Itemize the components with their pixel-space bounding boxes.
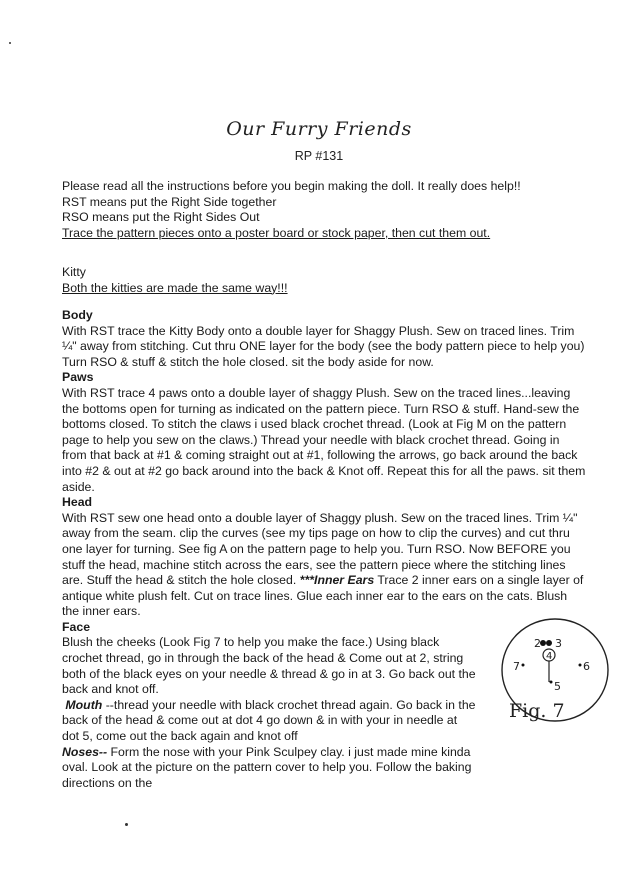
num-7: 7 xyxy=(513,660,520,673)
mouth-label: Mouth xyxy=(65,697,103,712)
face-line: back and knot off. xyxy=(62,682,159,697)
head-line: stuff the head, machine stitch across the ears, see the pattern piece where the stitching lines xyxy=(62,557,566,572)
dot-6 xyxy=(579,664,582,667)
scan-speck xyxy=(9,42,11,44)
scan-speck xyxy=(125,823,128,826)
inner-ears-text: Trace 2 inner ears on a single layer of xyxy=(374,573,584,588)
num-5: 5 xyxy=(554,680,561,693)
mouth-line xyxy=(62,698,487,714)
body-line: Turn RSO & stuff & stitch the hole closed. sit the body aside for now. xyxy=(62,354,434,369)
intro-line: RST means put the Right Side together xyxy=(62,194,277,209)
head-line: With RST sew one head onto a double layer of Shaggy plush. Sew on the traced lines. Trim ¼" xyxy=(62,510,578,525)
section-heading: Body xyxy=(62,308,93,322)
dot-5 xyxy=(550,681,553,684)
head-line-inner-ears xyxy=(62,573,602,589)
document-title: Our Furry Friends xyxy=(226,118,412,140)
face-text xyxy=(62,635,487,791)
head-line: the inner ears. xyxy=(62,604,141,619)
num-3: 3 xyxy=(555,637,562,650)
noses-label: Noses-- xyxy=(62,744,108,759)
head-line-text: are. Stuff the head & stitch the hole closed. xyxy=(62,573,300,588)
section-heading: Paws xyxy=(62,370,94,385)
paws-line: With RST trace 4 paws onto a double layer of shaggy Plush. Sew on the traced lines...leaving xyxy=(62,385,571,400)
noses-line: oval. Look at the picture on the pattern cover to help you. Follow the baking xyxy=(62,760,472,775)
paws-line: page to help you sew on the claws.) Thread your needle with black crochet thread. Going in xyxy=(62,432,560,447)
intro-section xyxy=(62,179,602,241)
inner-ears-label: ***Inner Ears xyxy=(299,573,375,588)
eye-dot xyxy=(546,640,552,646)
body-line: ¼" away from stitching. Cut thru ONE layer for the body (see the body pattern piece to help you) xyxy=(62,339,585,354)
paws-line: from that back at #1 & coming straight out at #1, following the arrows, go back around the back xyxy=(62,448,578,463)
document-subtitle: RP #131 xyxy=(294,149,344,163)
num-4: 4 xyxy=(546,651,553,662)
kitty-heading: Kitty xyxy=(62,265,86,279)
head-line: one layer for turning. See fig A on the pattern page to help you. Turn RSO. Now BEFORE you xyxy=(62,541,571,556)
kitty-note: Both the kitties are made the same way!!! xyxy=(62,280,288,295)
fig7-label: Fig. 7 xyxy=(509,700,565,722)
kitty-section xyxy=(62,265,602,296)
noses-line xyxy=(62,745,487,761)
intro-line: Trace the pattern pieces onto a poster board or stock paper, then cut them out. xyxy=(62,225,491,240)
intro-line: Please read all the instructions before you begin making the doll. It really does help!! xyxy=(62,179,521,193)
mouth-line: dot 5, come out the back again and knot off xyxy=(62,729,298,744)
section-heading: Head xyxy=(62,495,93,510)
body-line: With RST trace the Kitty Body onto a double layer for Shaggy Plush. Sew on traced lines. Trim xyxy=(62,323,575,338)
face-line: both of the black eyes on your needle & thread & go in at 3. Go back out the xyxy=(62,666,476,681)
face-line: Blush the cheeks (Look Fig 7 to help you make the face.) Using black xyxy=(62,635,440,650)
num-6: 6 xyxy=(583,660,590,673)
dot-7 xyxy=(522,664,525,667)
paws-line: aside. xyxy=(62,479,95,494)
mouth-line: back of the head & come out at dot 4 go down & in with your in needle at xyxy=(62,713,458,728)
paws-line: bottoms closed. To stitch the claws i used black crochet thread. (Look at Fig M on the pattern xyxy=(62,417,567,432)
noses-line: directions on the xyxy=(62,775,153,790)
mouth-text: --thread your needle with black crochet thread again. Go back in the xyxy=(102,697,476,712)
paws-line: into #2 & out at #2 go back around into the back & Knot off. Repeat this for all the paws. sit them xyxy=(62,463,586,478)
head-line: antique white plush felt. Cut on trace lines. Glue each inner ear to the ears on the cats. Blush xyxy=(62,588,568,603)
face-line: crochet thread, go in through the back of the head & Come out at 2, string xyxy=(62,651,464,666)
num-2: 2 xyxy=(534,637,541,650)
section-heading: Face xyxy=(62,619,91,634)
head-line: away from the seam. clip the curves (see my tips page on how to clip the curves) and cut thru xyxy=(62,526,570,541)
noses-text: Form the nose with your Pink Sculpey clay. i just made mine kinda xyxy=(107,744,471,759)
paws-line: the bottoms open for turning as indicated on the pattern piece. Turn RSO & stuff. Hand-sew the xyxy=(62,401,580,416)
intro-line: RSO means put the Right Sides Out xyxy=(62,210,260,225)
